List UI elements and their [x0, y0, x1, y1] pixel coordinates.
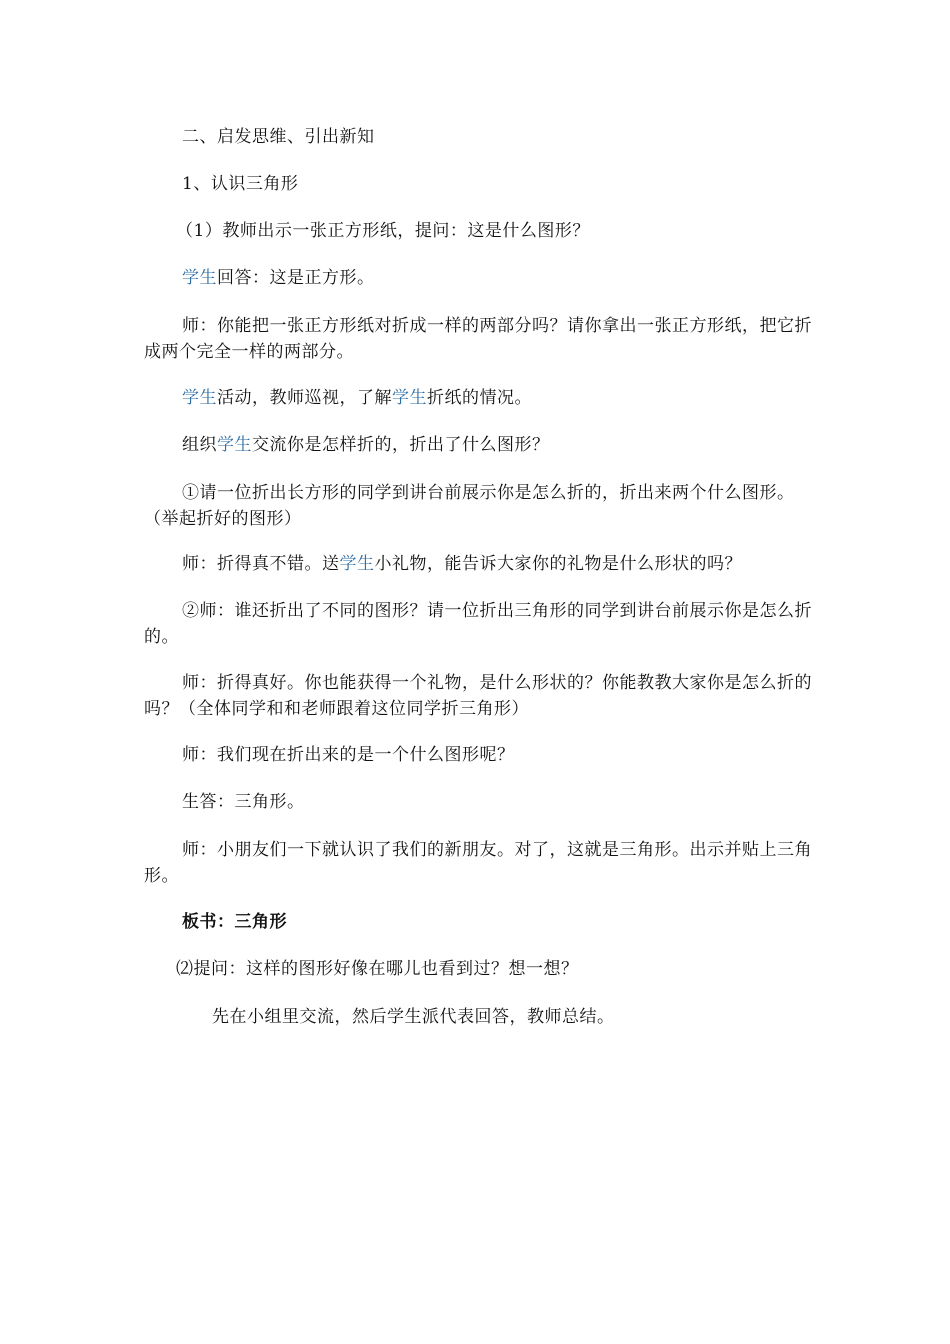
paragraph-6: ①请一位折出长方形的同学到讲台前展示你是怎么折的，折出来两个什么图形。（举起折好的图形）	[144, 483, 795, 529]
paragraph-8: ②师：谁还折出了不同的图形？请一位折出三角形的同学到讲台前展示你是怎么折的。	[144, 601, 812, 647]
paragraph-7-text-b: 小礼物，能告诉大家你的礼物是什么形状的吗？	[374, 554, 742, 574]
paragraph-4	[144, 385, 812, 411]
paragraph-5	[144, 432, 812, 458]
board-writing: 板书：三角形	[182, 912, 287, 932]
paragraph-14: ⑵提问：这样的图形好像在哪儿也看到过？想一想？	[176, 959, 579, 979]
student-highlight: 学生	[182, 388, 217, 408]
paragraph-2	[144, 265, 812, 291]
paragraph-4-text-a: 活动，教师巡视，了解	[217, 388, 392, 408]
sub-heading: 1、认识三角形	[182, 174, 299, 194]
paragraph-12: 师：小朋友们一下就认识了我们的新朋友。对了，这就是三角形。出示并贴上三角形。	[144, 840, 812, 886]
paragraph-10: 师：我们现在折出来的是一个什么图形呢？	[182, 745, 515, 765]
student-highlight: 学生	[182, 268, 217, 288]
student-highlight: 学生	[339, 554, 375, 574]
paragraph-11: 生答：三角形。	[182, 792, 305, 812]
paragraph-1: （1）教师出示一张正方形纸，提问：这是什么图形？	[176, 221, 590, 241]
paragraph-5-text-a: 组织	[182, 435, 217, 455]
paragraph-7	[144, 551, 812, 577]
section-heading: 二、启发思维、引出新知	[182, 127, 375, 147]
paragraph-9: 师：折得真好。你也能获得一个礼物，是什么形状的？你能教教大家你是怎么折的吗？（全体同学和和老师跟着这位同学折三角形）	[144, 673, 812, 719]
paragraph-7-text-a: 师：折得真不错。送	[182, 554, 340, 574]
paragraph-3: 师：你能把一张正方形纸对折成一样的两部分吗？请你拿出一张正方形纸，把它折成两个完全一样的两部分。	[144, 316, 812, 362]
paragraph-15: 先在小组里交流，然后学生派代表回答，教师总结。	[212, 1007, 615, 1027]
paragraph-5-text-b: 交流你是怎样折的，折出了什么图形？	[252, 435, 550, 455]
paragraph-2-text: 回答：这是正方形。	[217, 268, 375, 288]
student-highlight: 学生	[217, 435, 252, 455]
student-highlight: 学生	[392, 388, 427, 408]
paragraph-4-text-b: 折纸的情况。	[427, 388, 532, 408]
